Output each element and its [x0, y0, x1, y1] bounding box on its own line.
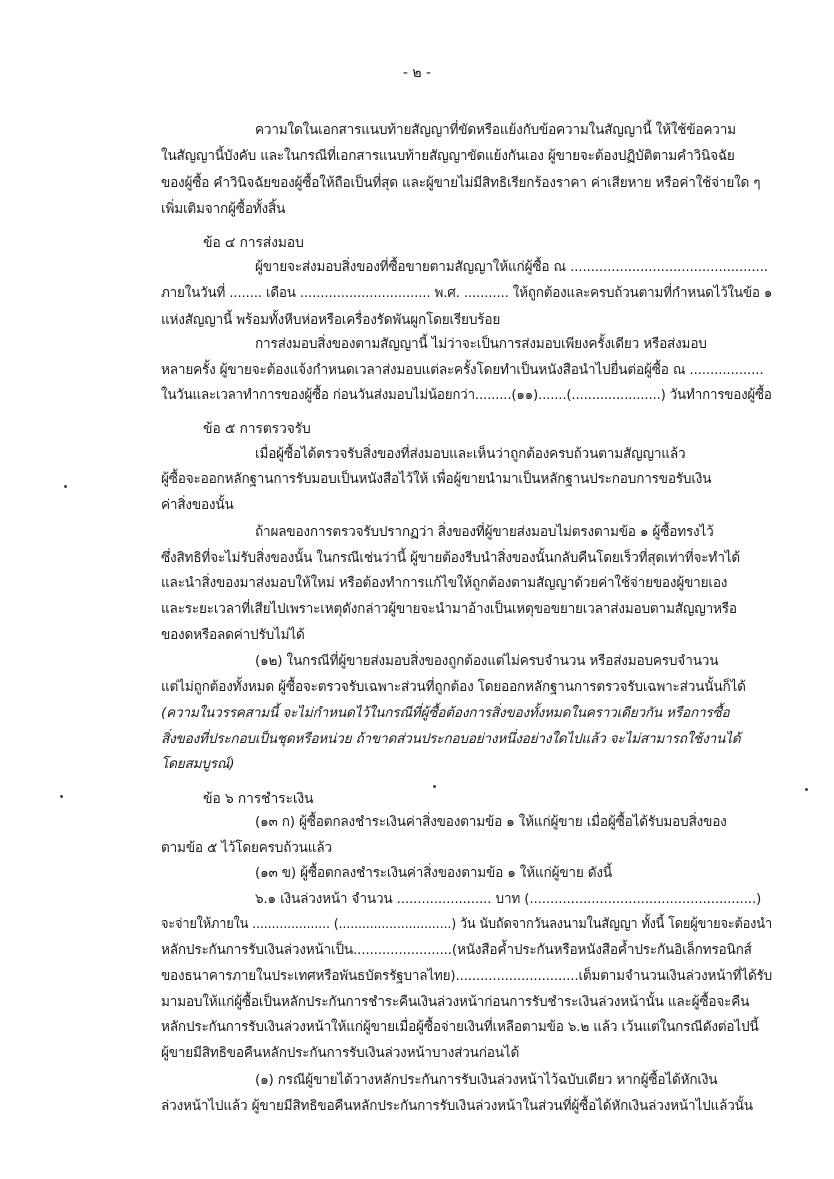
paragraph-line: เมื่อผู้ซื้อได้ตรวจรับสิ่งของที่ส่งมอบและเห็นว่าถูกต้องครบถ้วนตามสัญญาแล้ว [255, 446, 686, 462]
paragraph-line: ผู้ซื้อจะออกหลักฐานการรับมอบเป็นหนังสือไว้ให้ เพื่อผู้ขายนำมาเป็นหลักฐานประกอบการขอรับเงิน [161, 471, 712, 487]
paragraph-line: เพิ่มเติมจากผู้ซื้อทั้งสิ้น [161, 201, 286, 217]
paragraph-line: หลักประกันการรับเงินล่วงหน้าให้แก่ผู้ขายเมื่อผู้ซื้อจ่ายเงินที่เหลือตามข้อ ๖.๒ แล้ว เว้นแต่ในกรณีดังต่อไปนี้ [161, 1019, 759, 1035]
paragraph-line: มามอบให้แก่ผู้ซื้อเป็นหลักประกันการชำระคืนเงินล่วงหน้าก่อนการรับชำระเงินล่วงหน้านั้น และผู้ซื้อจะคืน [161, 994, 750, 1010]
italic-note-line: (ความในวรรคสามนี้ จะไม่กำหนดไว้ในกรณีที่ผู้ซื้อต้องการสิ่งของทั้งหมดในคราวเดียวกัน หรือการซื้อ [161, 705, 730, 721]
paragraph-line: (๑) กรณีผู้ขายได้วางหลักประกันการรับเงินล่วงหน้าไว้ฉบับเดียว หากผู้ซื้อได้หักเงิน [255, 1072, 718, 1088]
paragraph-line: ความใดในเอกสารแนบท้ายสัญญาที่ขัดหรือแย้งกับข้อความในสัญญานี้ ให้ใช้ข้อความ [255, 122, 736, 138]
paragraph-line: (๑๓ ก) ผู้ซื้อตกลงชำระเงินค่าสิ่งของตามข้อ ๑ ให้แก่ผู้ขาย เมื่อผู้ซื้อได้รับมอบสิ่งของ [255, 814, 727, 830]
page-number: - ๒ - [402, 65, 432, 81]
paragraph-line: ตามข้อ ๕ ไว้โดยครบถ้วนแล้ว [161, 840, 332, 856]
paragraph-line: ของธนาคารภายในประเทศหรือพันธบัตรรัฐบาลไทย)..............................เต็มตามจำนวนเงินล่วงหน้าที่ได้รับ [161, 968, 773, 984]
clause-6-heading: ข้อ ๖ การชำระเงิน [203, 791, 314, 807]
paragraph-line: ค่าสิ่งของนั้น [161, 497, 234, 513]
paragraph-line: ของดหรือลดค่าปรับไม่ได้ [161, 627, 305, 643]
paragraph-line: (๑๓ ข) ผู้ซื้อตกลงชำระเงินค่าสิ่งของตามข้อ ๑ ให้แก่ผู้ขาย ดังนี้ [255, 865, 612, 881]
paragraph-line: ล่วงหน้าไปแล้ว ผู้ขายมีสิทธิขอคืนหลักประกันการรับเงินล่วงหน้าในส่วนที่ผู้ซื้อได้หักเงินล่วงหน้าไปแล้วนั้น [161, 1098, 753, 1114]
italic-note-line: โดยสมบูรณ์) [161, 756, 235, 772]
paragraph-line: ถ้าผลของการตรวจรับปรากฏว่า สิ่งของที่ผู้ขายส่งมอบไม่ตรงตามข้อ ๑ ผู้ซื้อทรงไว้ [255, 524, 714, 540]
paragraph-line: และระยะเวลาที่เสียไปเพราะเหตุดังกล่าวผู้ขายจะนำมาอ้างเป็นเหตุขอขยายเวลาส่งมอบตามสัญญาหรือ [161, 601, 737, 617]
paragraph-line: ผู้ขายจะส่งมอบสิ่งของที่ซื้อขายตามสัญญาให้แก่ผู้ซื้อ ณ ................................................ [255, 259, 768, 275]
italic-note-line: สิ่งของที่ประกอบเป็นชุดหรือหน่วย ถ้าขาดส่วนประกอบอย่างหนึ่งอย่างใดไปแล้ว จะไม่สามารถใช้งานได้ [161, 731, 741, 747]
paragraph-line: ซึ่งสิทธิที่จะไม่รับสิ่งของนั้น ในกรณีเช่นว่านี้ ผู้ขายต้องรีบนำสิ่งของนั้นกลับคืนโดยเร็วที่สุดเท่าที่จะทำได้ [161, 550, 741, 566]
paragraph-line: และนำสิ่งของมาส่งมอบให้ใหม่ หรือต้องทำการแก้ไขให้ถูกต้องตามสัญญาด้วยค่าใช้จ่ายของผู้ขายเอง [161, 575, 728, 591]
paragraph-line: ในสัญญานี้บังคับ และในกรณีที่เอกสารแนบท้ายสัญญาขัดแย้งกันเอง ผู้ขายจะต้องปฏิบัติตามคำวินิจฉัย [161, 148, 735, 164]
scan-speck [433, 785, 436, 788]
scan-speck [60, 795, 63, 798]
paragraph-line: ๖.๑ เงินล่วงหน้า จำนวน ....................... บาท (.......................................................) [255, 891, 762, 907]
paragraph-line: แต่ไม่ถูกต้องทั้งหมด ผู้ซื้อจะตรวจรับเฉพาะส่วนที่ถูกต้อง โดยออกหลักฐานการตรวจรับเฉพาะส่วนนั้นก็ได้ [161, 679, 746, 695]
paragraph-line: ในวันและเวลาทำการของผู้ซื้อ ก่อนวันส่งมอบไม่น้อยกว่า.........(๑๑).......(......................) วันทำการของผู้ซื้อ [161, 387, 772, 403]
paragraph-line: (๑๒) ในกรณีที่ผู้ขายส่งมอบสิ่งของถูกต้องแต่ไม่ครบจำนวน หรือส่งมอบครบจำนวน [255, 653, 719, 669]
scan-speck [64, 485, 67, 488]
scan-speck [805, 788, 808, 791]
paragraph-line: ภายในวันที่ ........ เดือน ................................ พ.ศ. ........... ให้ถูกต้องและครบถ้วนตามที่กำหนดไว้ในข้อ ๑ [161, 285, 773, 301]
clause-5-heading: ข้อ ๕ การตรวจรับ [203, 421, 311, 437]
paragraph-line: จะจ่ายให้ภายใน .................... (.............................) วัน นับถัดจากวันลงนามในสัญญา ทั้งนี้ โดยผู้ขายจะต้องนำ [161, 916, 772, 932]
clause-4-heading: ข้อ ๔ การส่งมอบ [203, 235, 304, 251]
paragraph-line: ผู้ขายมีสิทธิขอคืนหลักประกันการรับเงินล่วงหน้าบางส่วนก่อนได้ [161, 1045, 520, 1061]
paragraph-line: ของผู้ซื้อ คำวินิจฉัยของผู้ซื้อให้ถือเป็นที่สุด และผู้ขายไม่มีสิทธิเรียกร้องราคา ค่าเสียหาย หรือค่าใช้จ่ายใด ๆ [161, 175, 761, 191]
paragraph-line: หลักประกันการรับเงินล่วงหน้าเป็น........................(หนังสือค้ำประกันหรือหนังสือค้ำประกันอิเล็กทรอนิกส์ [161, 942, 752, 958]
paragraph-line: แห่งสัญญานี้ พร้อมทั้งหีบห่อหรือเครื่องรัดพันผูกโดยเรียบร้อย [161, 312, 501, 328]
paragraph-line: หลายครั้ง ผู้ขายจะต้องแจ้งกำหนดเวลาส่งมอบแต่ละครั้งโดยทำเป็นหนังสือนำไปยื่นต่อผู้ซื้อ ณ .................. [161, 362, 764, 378]
paragraph-line: การส่งมอบสิ่งของตามสัญญานี้ ไม่ว่าจะเป็นการส่งมอบเพียงครั้งเดียว หรือส่งมอบ [255, 336, 707, 352]
